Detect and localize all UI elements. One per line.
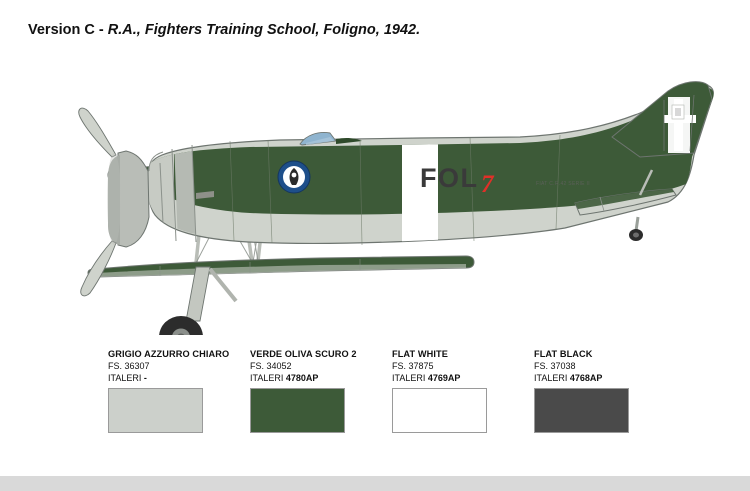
color-chip-2-code: 4780AP [285,373,319,383]
color-chip-1-fs: FS. 36307 [108,361,150,371]
color-chip-4-swatch [534,388,629,433]
color-chip-2-swatch [250,388,345,433]
fascist-emblem-roundel [278,161,310,193]
fuselage-number-text: 7 [481,171,494,198]
main-landing-gear [159,267,236,335]
fuselage-code-text: FOL [420,163,479,193]
tailwheel [629,217,643,241]
color-chip-4-name: FLAT BLACK [534,349,593,359]
color-chip-1-brand [108,372,238,384]
color-chip-4-fs: FS. 37038 [534,361,576,371]
color-chip-1-name: GRIGIO AZZURRO CHIARO [108,349,230,359]
title-separator: - [94,22,108,38]
color-chip-4-brand-label: ITALERI [534,373,568,383]
color-chip-3-brand [392,372,522,384]
color-chip-1-code: - [143,373,147,383]
color-chip-4 [534,348,664,433]
version-description: R.A., Fighters Training School, Foligno, 1942. [107,22,421,38]
color-chip-2 [250,348,380,433]
color-chip-1 [108,348,238,433]
version-label: Version C [28,22,95,38]
fuselage-stencil-text: FIAT C.R.42 SERIE II [536,181,590,187]
color-chip-4-brand [534,372,664,384]
lower-wing [88,256,474,277]
color-chip-2-brand-label: ITALERI [250,373,284,383]
color-chip-2-fs: FS. 34052 [250,361,292,371]
spinner [118,151,149,247]
color-chip-2-brand [250,372,380,384]
color-chip-3-code: 4769AP [427,373,461,383]
color-chip-3-fs: FS. 37875 [392,361,434,371]
color-chip-1-brand-label: ITALERI [108,373,142,383]
color-chip-3-name: FLAT WHITE [392,349,448,359]
color-chip-2-name: VERDE OLIVA SCURO 2 [250,349,357,359]
landing-gear-fairing [186,267,210,321]
color-chip-1-swatch [108,388,203,433]
page-title [28,22,420,38]
footer-bar [0,476,750,491]
color-chip-3-swatch [392,388,487,433]
aircraft-profile-illustration [0,45,750,335]
color-chip-4-code: 4768AP [569,373,603,383]
aircraft-svg [0,45,750,335]
color-chip-3-brand-label: ITALERI [392,373,426,383]
paint-color-legend [0,348,750,468]
color-chip-3 [392,348,522,433]
propeller-blade-upper [79,108,116,157]
